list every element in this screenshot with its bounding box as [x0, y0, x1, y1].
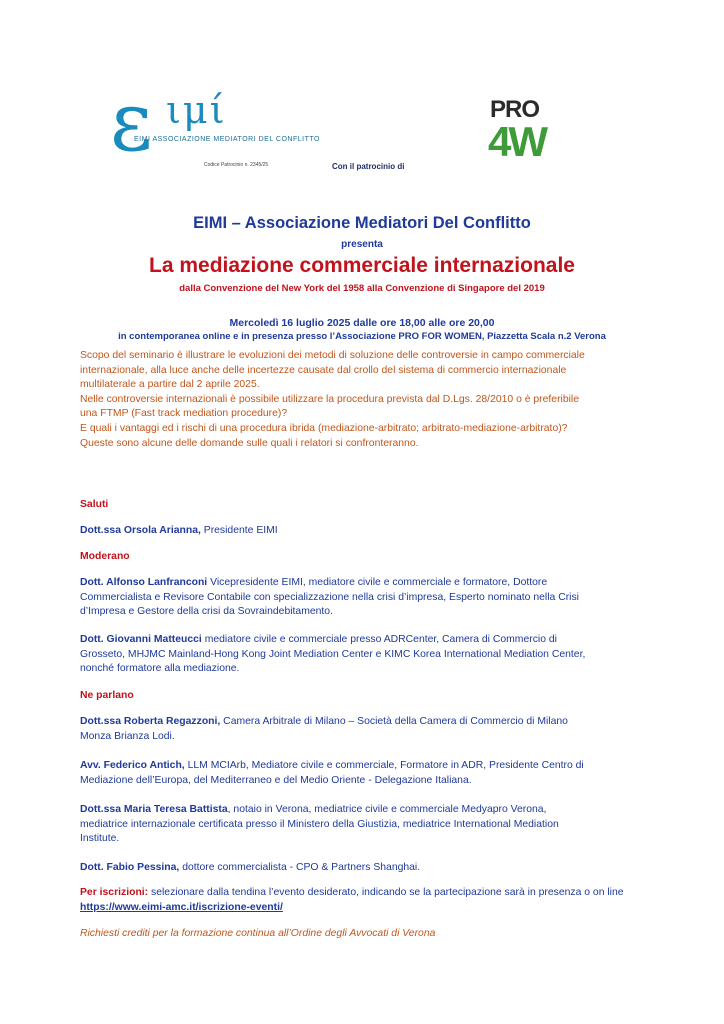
speaker-matteucci	[80, 633, 686, 677]
speaker-name: Dott.ssa Roberta Regazzoni,	[80, 716, 221, 727]
intro-line: una FTMP (Fast track mediation procedure)?	[80, 408, 288, 420]
event-subtitle: dalla Convenzione del New York del 1958 alla Convenzione di Singapore del 2019	[179, 283, 545, 294]
intro-line: Scopo del seminario è illustrare le evoluzioni dei metodi di soluzione delle controversie in campo commerciale	[80, 350, 585, 361]
speaker-regazzoni	[80, 715, 686, 744]
speaker-desc: Vicepresidente EIMI, mediatore civile e commerciale e formatore, Dottore	[207, 577, 548, 588]
speaker-desc: Camera Arbitrale di Milano – Società della Camera di Commercio di Milano	[220, 716, 568, 727]
speaker-name: Dott. Fabio Pessina,	[80, 862, 180, 873]
event-title: La mediazione commerciale internazionale	[149, 254, 575, 277]
patrocinio-label: Con il patrocinio di	[332, 162, 405, 171]
speaker-desc: Grosseto, MHJMC Mainland-Hong Kong Joint Mediation Center e KIMC Korea International Mediation Center,	[80, 648, 586, 660]
intro-paragraph	[80, 349, 686, 451]
pro4w-logo	[486, 96, 566, 176]
section-ne-parlano: Ne parlano	[80, 690, 134, 701]
speaker-name: Dott. Giovanni Matteucci	[80, 634, 202, 645]
presenta-label: presenta	[341, 239, 383, 250]
speaker-name: Dott.ssa Orsola Arianna,	[80, 525, 201, 536]
crediti-note: Richiesti crediti per la formazione continua all’Ordine degli Avvocati di Verona	[80, 928, 436, 939]
speaker-pessina	[80, 861, 686, 876]
iscrizioni-block	[80, 886, 686, 915]
eimi-logo	[110, 75, 320, 172]
speaker-name: Dott.ssa Maria Teresa Battista	[80, 804, 228, 815]
section-saluti: Saluti	[80, 499, 109, 510]
iscrizioni-link[interactable]: https://www.eimi-amc.it/iscrizione-eventi/	[80, 901, 283, 913]
pro4w-logo-top: PRO	[490, 96, 540, 123]
eimi-logo-subtitle: EIMI ASSOCIAZIONE MEDIATORI DEL CONFLITTO	[134, 136, 320, 143]
event-venue: in contemporanea online e in presenza presso l’Associazione PRO FOR WOMEN, Piazzetta Scala n.2 Verona	[118, 331, 606, 342]
speaker-antich	[80, 759, 686, 788]
speaker-desc: mediatrice internazionale certificata presso il Ministero della Giustizia, mediatrice International Mediation	[80, 818, 559, 830]
speaker-lanfranconi	[80, 576, 686, 620]
speaker-name: Dott. Alfonso Lanfranconi	[80, 577, 208, 588]
speaker-orsola	[80, 524, 686, 539]
organization-title: EIMI – Associazione Mediatori Del Conflitto	[193, 214, 531, 232]
section-moderano: Moderano	[80, 551, 130, 562]
speaker-battista	[80, 803, 686, 847]
intro-line: multilaterale a partire dal 2 aprile 2025.	[80, 379, 260, 391]
speaker-desc: d’Impresa e Gestore della crisi da Sovraindebitamento.	[80, 606, 333, 618]
eimi-logo-code: Codice Patrocinio n. 2345/25	[204, 162, 269, 168]
intro-line: internazionale, alla luce anche delle incertezze causate dal crollo del sistema di commercio internazionale	[80, 364, 567, 376]
speaker-desc: dottore commercialista - CPO & Partners Shanghai.	[179, 862, 421, 873]
eimi-logo-greek: ιμί	[166, 88, 227, 132]
pro4w-logo-bottom: 4W	[488, 118, 545, 165]
event-date: Mercoledì 16 luglio 2025 dalle ore 18,00 alle ore 20,00	[229, 317, 495, 329]
speaker-desc: Mediazione dell’Europa, del Mediterraneo e del Medio Oriente - Delegazione Italiana.	[80, 774, 472, 786]
intro-line: Nelle controversie internazionali è possibile utilizzare la procedura prevista dal D.Lgs. 28/2010 o è preferibile	[80, 393, 580, 405]
eimi-logo-epsilon: ε	[110, 75, 153, 170]
intro-line: E quali i vantaggi ed i rischi di una procedura ibrida (mediazione-arbitrato; arbitrato-mediazione-arbitrato)?	[80, 422, 568, 434]
speaker-desc: Monza Brianza Lodi.	[80, 730, 175, 742]
speaker-desc: , notaio in Verona, mediatrice civile e commerciale Medyapro Verona,	[227, 804, 547, 815]
speaker-desc: Presidente EIMI	[200, 525, 278, 536]
intro-line: Queste sono alcune delle domande sulle quali i relatori si confronteranno.	[80, 437, 419, 449]
speaker-name: Avv. Federico Antich,	[80, 760, 185, 771]
speaker-desc: mediatore civile e commerciale presso ADRCenter, Camera di Commercio di	[201, 634, 557, 645]
speaker-desc: nonché formatore alla mediazione.	[80, 663, 240, 675]
speaker-desc: Commercialista e Revisore Contabile con specializzazione nella crisi d’impresa, Esperto nominato nella Crisi	[80, 591, 579, 603]
speaker-desc: LLM MCIArb, Mediatore civile e commerciale, Formatore in ADR, Presidente Centro di	[184, 760, 584, 771]
iscrizioni-text: selezionare dalla tendina l’evento desiderato, indicando se la partecipazione sarà in presenza o on line	[148, 887, 624, 898]
speaker-desc: Institute.	[80, 833, 120, 845]
iscrizioni-label: Per iscrizioni:	[80, 887, 149, 898]
